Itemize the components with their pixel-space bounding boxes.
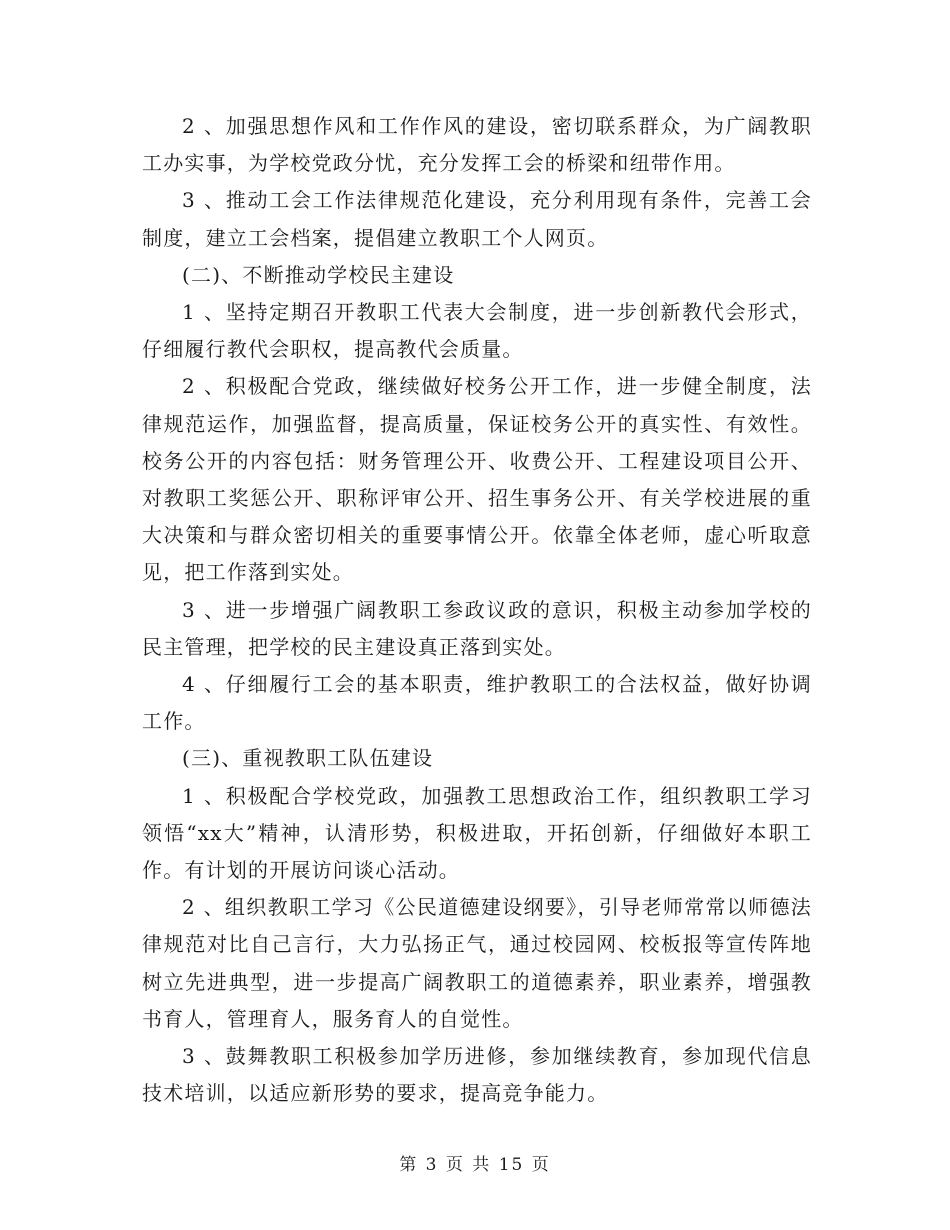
paragraph: 4 、仔细履行工会的基本职责，维护教职工的合法权益，做好协调工作。 — [142, 672, 812, 734]
paragraph: 1 、积极配合学校党政，加强教工思想政治工作，组织教职工学习领悟“xx大”精神，认清形势，积极进取，开拓创新，仔细做好本职工作。有计划的开展访问谈心活动。 — [142, 783, 812, 883]
page-number-footer: 第 3 页 共 15 页 — [399, 1155, 551, 1175]
paragraph: 1 、坚持定期召开教职工代表大会制度，进一步创新教代会形式，仔细履行教代会职权，提高教代会质量。 — [142, 300, 812, 362]
section-heading: (二)、不断推动学校民主建设 — [182, 262, 455, 287]
paragraph: 2 、积极配合党政，继续做好校务公开工作，进一步健全制度，法律规范运作，加强监督，提高质量，保证校务公开的真实性、有效性。校务公开的内容包括：财务管理公开、收费公开、工程建设项目公开、对教职工奖惩公开、职称评审公开、招生事务公开、有关学校进展的重大决策和与群众密切相关的重要事情公开。依靠全体老师，虚心听取意见，把工作落到实处。 — [142, 374, 812, 585]
section-heading: (三)、重视教职工队伍建设 — [182, 746, 434, 771]
document-body — [142, 108, 812, 1112]
paragraph: 3 、进一步增强广阔教职工参政议政的意识，积极主动参加学校的民主管理，把学校的民主建设真正落到实处。 — [142, 597, 812, 659]
paragraph: 2 、加强思想作风和工作作风的建设，密切联系群众，为广阔教职工办实事，为学校党政分忧，充分发挥工会的桥梁和纽带作用。 — [142, 114, 812, 176]
paragraph: 3 、推动工会工作法律规范化建设，充分利用现有条件，完善工会制度，建立工会档案，提倡建立教职工个人网页。 — [142, 188, 812, 250]
paragraph: 2 、组织教职工学习《公民道德建设纲要》，引导老师常常以师德法律规范对比自己言行，大力弘扬正气，通过校园网、校板报等宣传阵地树立先进典型，进一步提高广阔教职工的道德素养，职业素养，增强教书育人，管理育人，服务育人的自觉性。 — [142, 895, 812, 1031]
paragraph: 3 、鼓舞教职工积极参加学历进修，参加继续教育，参加现代信息技术培训，以适应新形势的要求，提高竞争能力。 — [142, 1044, 812, 1106]
